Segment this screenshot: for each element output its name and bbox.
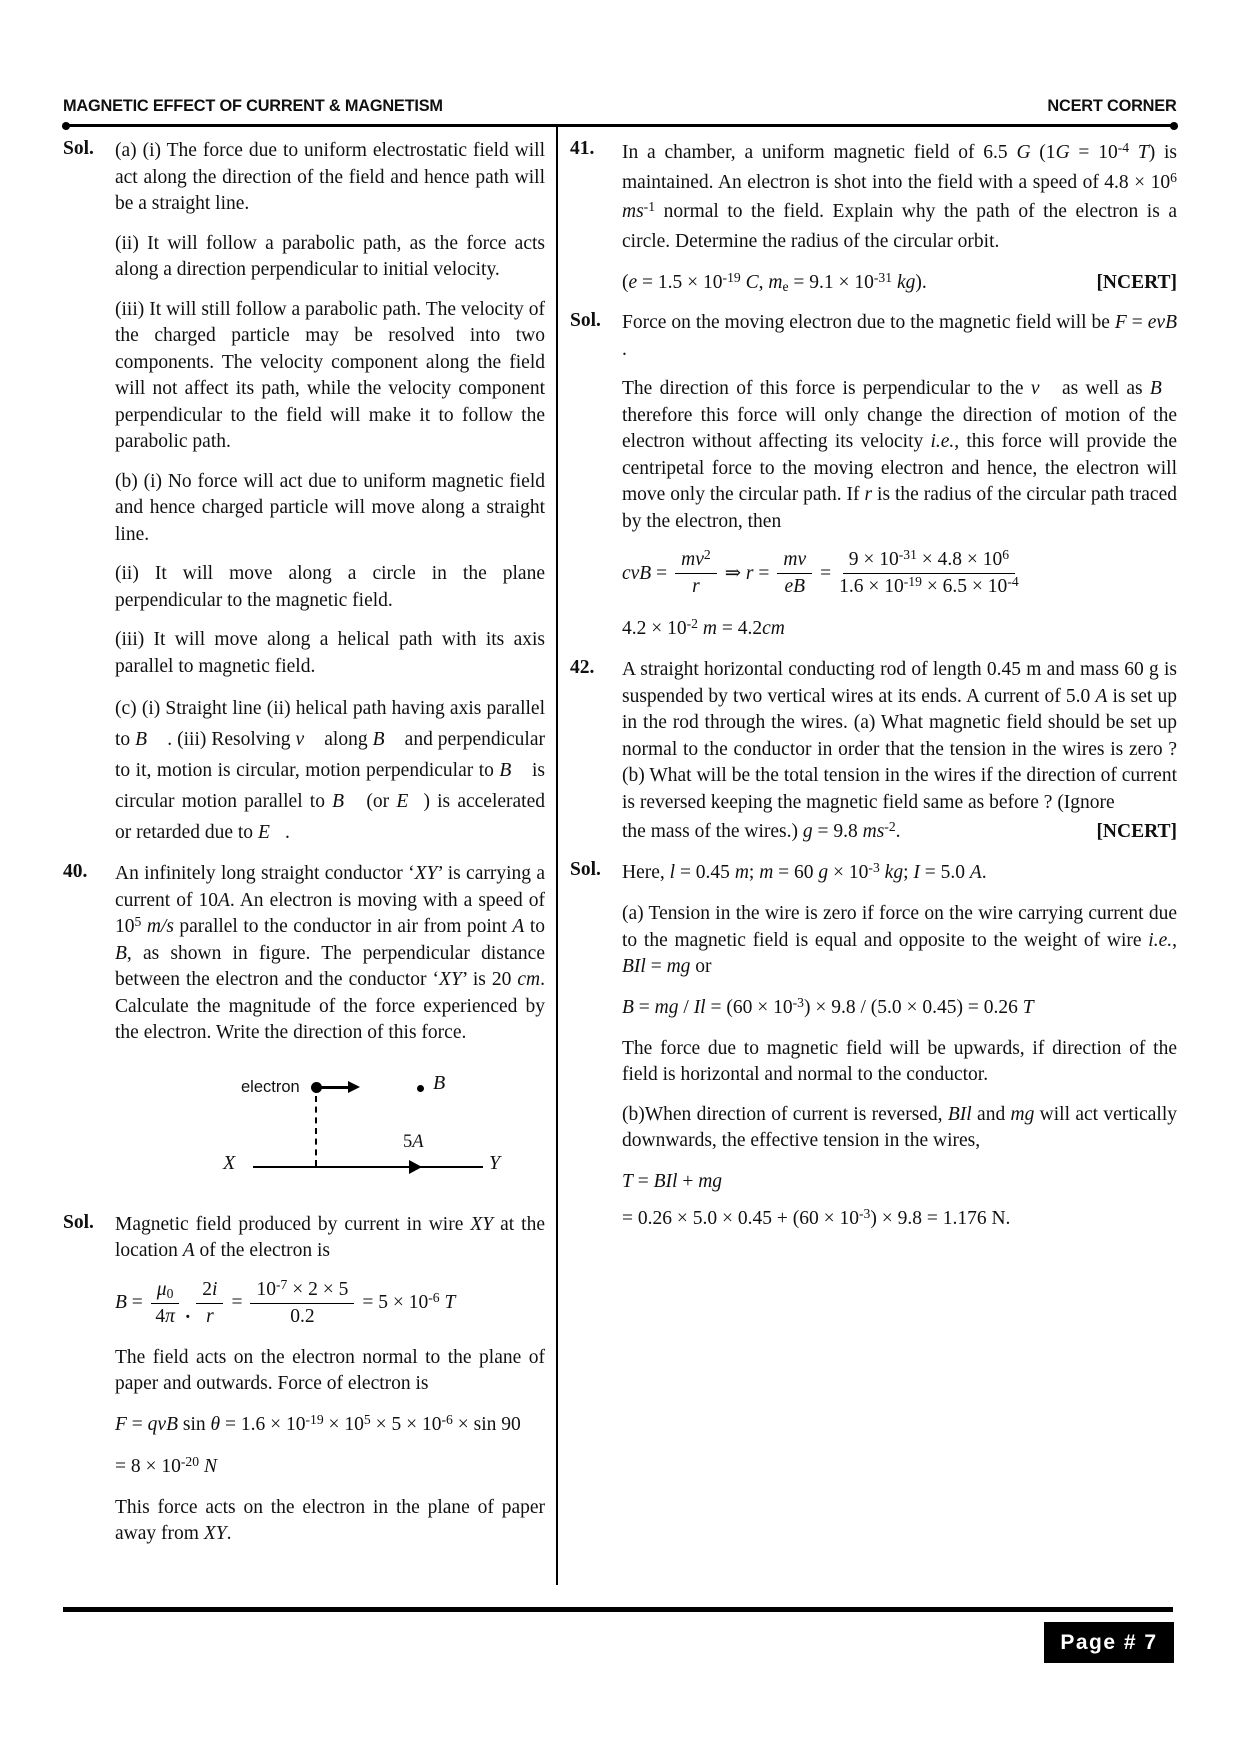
paragraph: (ii) It will move along a circle in the plane perpendicular to the magnetic field.	[115, 563, 545, 611]
paragraph: (iii) It will move along a helical path with its axis parallel to magnetic field.	[115, 629, 545, 677]
solution-42-block	[570, 859, 1177, 1247]
point-x-label: X	[223, 1151, 236, 1174]
question-42-body	[622, 657, 1177, 859]
question-42-block	[570, 657, 1177, 859]
perpendicular-dashed-line	[315, 1096, 317, 1166]
fraction-numerator: $\mu_0$	[151, 1278, 180, 1304]
equation-tension: T = BIl + mg	[622, 1170, 723, 1192]
question-number: 40.	[63, 861, 88, 882]
fraction-numerator: $9 \times 10^{-31} \times 4.8 \times 10^6$	[843, 548, 1015, 574]
paragraph: The direction of this force is perpendicular to the v⃗ as well as B⃗ therefore this force will only change the direction of motion of the electron without affecting its velocity i.e., this force will provide the centripetal force to the moving electron and hence, the electron will move only the circular path. If r is the radius of the circular path traced by the electron, then	[622, 378, 1178, 532]
implies-operator: ⇒ r =	[724, 562, 770, 584]
fraction-numerator: $10^{-7} \times 2 \times 5$	[250, 1278, 354, 1304]
current-label: 5A	[403, 1131, 424, 1152]
paragraph: (b)When direction of current is reversed, BIl and mg will act vertically downwards, the effective tension in the wires,	[622, 1103, 1177, 1151]
dot-operator: .	[185, 1301, 191, 1323]
ncert-tag: [NCERT]	[1096, 821, 1177, 842]
figure-q40	[115, 1060, 545, 1196]
equals-sign: =	[231, 1292, 243, 1313]
figure-electron-label: electron	[241, 1077, 300, 1096]
right-column	[570, 138, 1177, 1247]
fraction-denominator: $1.6 \times 10^{-19} \times 6.5 \times 10^{-4}$	[839, 574, 1019, 597]
paragraph: (b) (i) No force will act due to uniform magnetic field and hence charged particle will move along a straight line.	[115, 470, 545, 545]
equation-radius-result: $4.2 \times 10^{-2}$ m = 4.2cm	[622, 616, 785, 639]
header-rule	[66, 124, 1174, 127]
fraction	[777, 548, 812, 599]
fraction-denominator: 0.2	[290, 1305, 315, 1327]
fraction-numerator: mv	[777, 548, 812, 574]
given-values-line: Here, l = 0.45 m; m = 60 $g \times 10^{-3}$ kg; I = 5.0 A.	[622, 860, 987, 883]
velocity-arrow	[319, 1086, 350, 1089]
current-arrowhead-icon	[409, 1160, 422, 1174]
solution-42-body	[622, 859, 1177, 1247]
column-divider	[556, 127, 558, 1585]
point-y-label: Y	[489, 1151, 501, 1174]
given-line	[622, 818, 1177, 845]
fraction-denominator: r	[206, 1305, 214, 1327]
paragraph: The field acts on the electron normal to the plane of paper and outwards. Force of electron is	[115, 1346, 545, 1394]
paragraph: The force due to magnetic field will be upwards, if direction of the field is horizontal and normal to the conductor.	[622, 1037, 1177, 1085]
footer-rule	[63, 1607, 1173, 1612]
equation-tension-result: = $0.26 \times 5.0 \times 0.45 + (60 \times 10^{-3}) \times 9.8 = 1.176$ N.	[622, 1205, 1011, 1229]
equation-force: F = qvB $\sin \theta = 1.6 \times 10^{-19} \times 10^5 \times 5 \times 10^{-6} \times \sin 90$	[115, 1411, 521, 1435]
solution-41-block	[570, 310, 1177, 657]
equation-b-field	[115, 1278, 545, 1329]
equation-term: B =	[115, 1292, 143, 1313]
paragraph: Force on the moving electron due to the magnetic field will be F = evB .	[622, 312, 1177, 360]
paragraph: (iii) It will still follow a parabolic path. The velocity of the charged particle may be resolved into two components. The velocity component along the field will not affect its path, while the velocity component perpendicular to the field will make it to follow the parabolic path.	[115, 298, 545, 452]
solution-40-body	[115, 1212, 545, 1561]
paragraph: (a) (i) The force due to uniform electrostatic field will act along the direction of the field and hence path will be a straight line.	[115, 140, 545, 214]
left-column	[63, 138, 545, 1561]
fraction-denominator: r	[692, 576, 700, 597]
fraction-denominator: eB	[784, 576, 806, 597]
fraction	[250, 1278, 354, 1329]
paragraph: (ii) It will follow a parabolic path, as the force acts along a direction perpendicular to initial velocity.	[115, 232, 545, 280]
paragraph: This force acts on the electron in the plane of paper away from XY.	[115, 1496, 545, 1544]
paragraph: In a chamber, a uniform magnetic field of 6.5 G ($1G = 10^{-4}$ T) is maintained. An electron is shot into the field with a speed of $4.8 \times 10^6$ $ms^{-1}$ normal to the field. Explain why the path of the electron is a circle. Determine the radius of the circular orbit.	[622, 140, 1178, 252]
solution-41-body	[622, 310, 1177, 657]
ncert-tag: [NCERT]	[1096, 272, 1177, 293]
equals-sign: =	[820, 562, 832, 584]
fraction	[675, 548, 717, 599]
question-41-body	[622, 138, 1177, 310]
conductor-xy-line	[253, 1166, 483, 1169]
solution-40-block	[63, 1212, 545, 1561]
fraction	[839, 548, 1019, 599]
paragraph: A straight horizontal conducting rod of length 0.45 m and mass 60 g is suspended by two vertical wires at its ends. A current of 5.0 A is set up in the rod through the wires. (a) What magnetic field should be set up normal to the conductor in order that the tension in the wires is zero ? (b) What will be the total tension in the wires if the direction of current is reversed keeping the magnetic field same as before ? (Ignore	[622, 659, 1177, 813]
equation-field: B = mg / $Il = (60 \times 10^{-3}) \times 9.8 / (5.0 \times 0.45) = 0.26$ T	[622, 994, 1034, 1018]
point-b-dot	[417, 1085, 424, 1092]
given-line	[622, 269, 1177, 296]
paragraph: (a) Tension in the wire is zero if force on the wire carrying current due to the magnetic field is equal and opposite to the weight of wire i.e., BIl = mg or	[622, 903, 1177, 977]
solution-label: Sol.	[570, 310, 601, 331]
question-41-block	[570, 138, 1177, 310]
solution-39-body	[115, 138, 545, 861]
solution-label: Sol.	[63, 138, 94, 159]
paragraph: (c) (i) Straight line (ii) helical path having axis parallel to B⃗ . (iii) Resolving v⃗ along B⃗ and perpendicular to it, motion is circular, motion perpendicular to B⃗ is circular motion parallel to B⃗ (or E⃗) is accelerated or retarded due to E⃗.	[115, 698, 546, 843]
point-b-label: B	[433, 1071, 446, 1094]
given-values: the mass of the wires.) g = 9.8 $ms^{-2}$.	[622, 819, 901, 842]
paragraph: Magnetic field produced by current in wire XY at the location A of the electron is	[115, 1213, 545, 1261]
given-values: ($e = 1.5 \times 10^{-19}$ C, $m_e = 9.1 \times 10^{-31}$ kg).	[622, 270, 927, 294]
solution-label: Sol.	[570, 859, 601, 880]
question-40-body	[115, 861, 545, 1212]
solution-label: Sol.	[63, 1211, 94, 1233]
question-number: 42.	[570, 657, 595, 678]
page-header-corner: NCERT CORNER	[1047, 96, 1177, 115]
equation-result: = $5 \times 10^{-6}$ T	[362, 1290, 456, 1313]
equation-force-result: = $8 \times 10^{-20}$ N	[115, 1453, 217, 1477]
fraction-numerator: 2i	[196, 1278, 223, 1304]
equation-radius	[622, 548, 1177, 599]
fraction-numerator: $mv^2$	[675, 548, 717, 574]
velocity-arrowhead-icon	[348, 1081, 360, 1093]
page-header-title: MAGNETIC EFFECT OF CURRENT & MAGNETISM	[63, 96, 443, 115]
paragraph: An infinitely long straight conductor ‘XY’ is carrying a current of 10A. An electron is moving with a speed of $10^5$ m/s parallel to the conductor in air from point A to B, as shown in figure. The perpendicular distance between the electron and the conductor ‘XY’ is 20 cm. Calculate the magnitude of the force experienced by the electron. Write the direction of this force.	[115, 863, 545, 1043]
question-number: 41.	[570, 138, 595, 159]
solution-39-block	[63, 138, 545, 861]
fraction	[196, 1278, 223, 1329]
equation-term: cvB =	[622, 562, 668, 584]
fraction	[151, 1278, 180, 1329]
question-40-block	[63, 861, 545, 1212]
page-number-badge: Page # 7	[1044, 1622, 1174, 1663]
fraction-denominator: 4π	[155, 1305, 175, 1327]
